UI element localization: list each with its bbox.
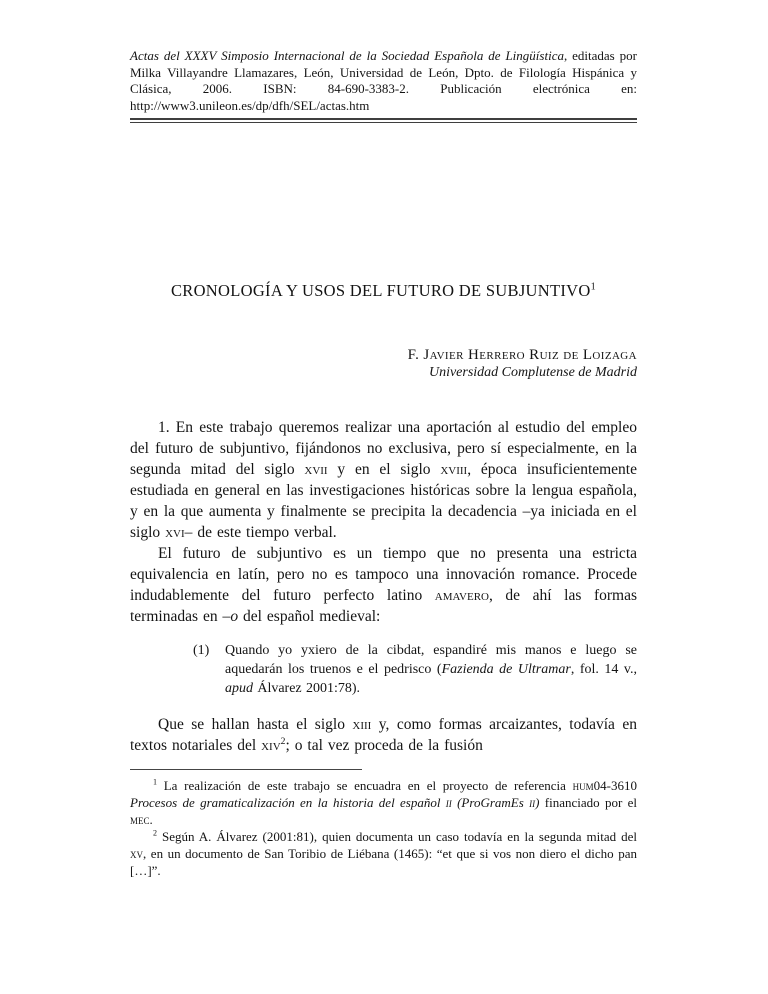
example-number: (1) [193, 643, 210, 658]
author-name: F. Javier Herrero Ruiz de Loizaga [407, 347, 637, 363]
example-text: Quando yo yxiero de la cibdat, espandiré mis manos e luego se aquedarán los truenos e el pedrisco (Fazienda de Ultramar, fol. 14 v., apud Álvarez 2001:78). [225, 643, 637, 696]
article-title: CRONOLOGÍA Y USOS DEL FUTURO DE SUBJUNTIVO$^1$ [170, 281, 597, 300]
author-block [130, 347, 637, 381]
footnote-1: $^1$ La realización de este trabajo se encuadra en el proyecto de referencia hum04-3610 Procesos de gramaticalización en la historia del español ii (ProGramEs ii) financiado por el mec. [130, 777, 637, 827]
footnotes-section [130, 769, 637, 879]
header-rule [130, 118, 637, 123]
paragraph-3: Que se hallan hasta el siglo xiii y, como formas arcaizantes, todavía en textos notariales del xiv$^2$; o tal vez proceda de la fusión [130, 716, 637, 754]
journal-header-text: Actas del XXXV Simposio Internacional de la Sociedad Española de Lingüística, editadas por Milka Villayandre Llamazares, León, Universidad de León, Dpto. de Filología Hispánica y Clásica, 2006. ISBN: 84-690-3383-2. Publicación electrónica en: http://www3.unileon.es/dp/dfh/SEL/actas.htm [130, 48, 638, 113]
article-body [130, 417, 637, 756]
footnote-2: $^2$ Según A. Álvarez (2001:81), quien documenta un caso todavía en la segunda mitad del xv, en un documento de San Toribio de Liébana (1465): “et que si vos non diero el dicho pan […]”. [130, 828, 637, 878]
paragraph-2: El futuro de subjuntivo es un tiempo que no presenta una estricta equivalencia en latín, pero no es tampoco una innovación romance. Procede indudablemente del futuro perfecto latino amavero, de ahí las formas terminadas en –o del español medieval: [130, 545, 637, 625]
journal-header [130, 48, 637, 123]
author-affiliation: Universidad Complutense de Madrid [428, 365, 637, 380]
example-block [193, 641, 637, 698]
footnote-rule [130, 769, 362, 770]
paragraph-1: 1. En este trabajo queremos realizar una aportación al estudio del empleo del futuro de subjuntivo, fijándonos no exclusiva, pero sí especialmente, en la segunda mitad del siglo xvii y en el siglo xviii, época insuficientemente estudiada en general en las investigaciones históricas sobre la lengua española, y en la que aumenta y finalmente se precipita la decadencia –ya iniciada en el siglo xvi– de este tiempo verbal. [130, 419, 637, 541]
